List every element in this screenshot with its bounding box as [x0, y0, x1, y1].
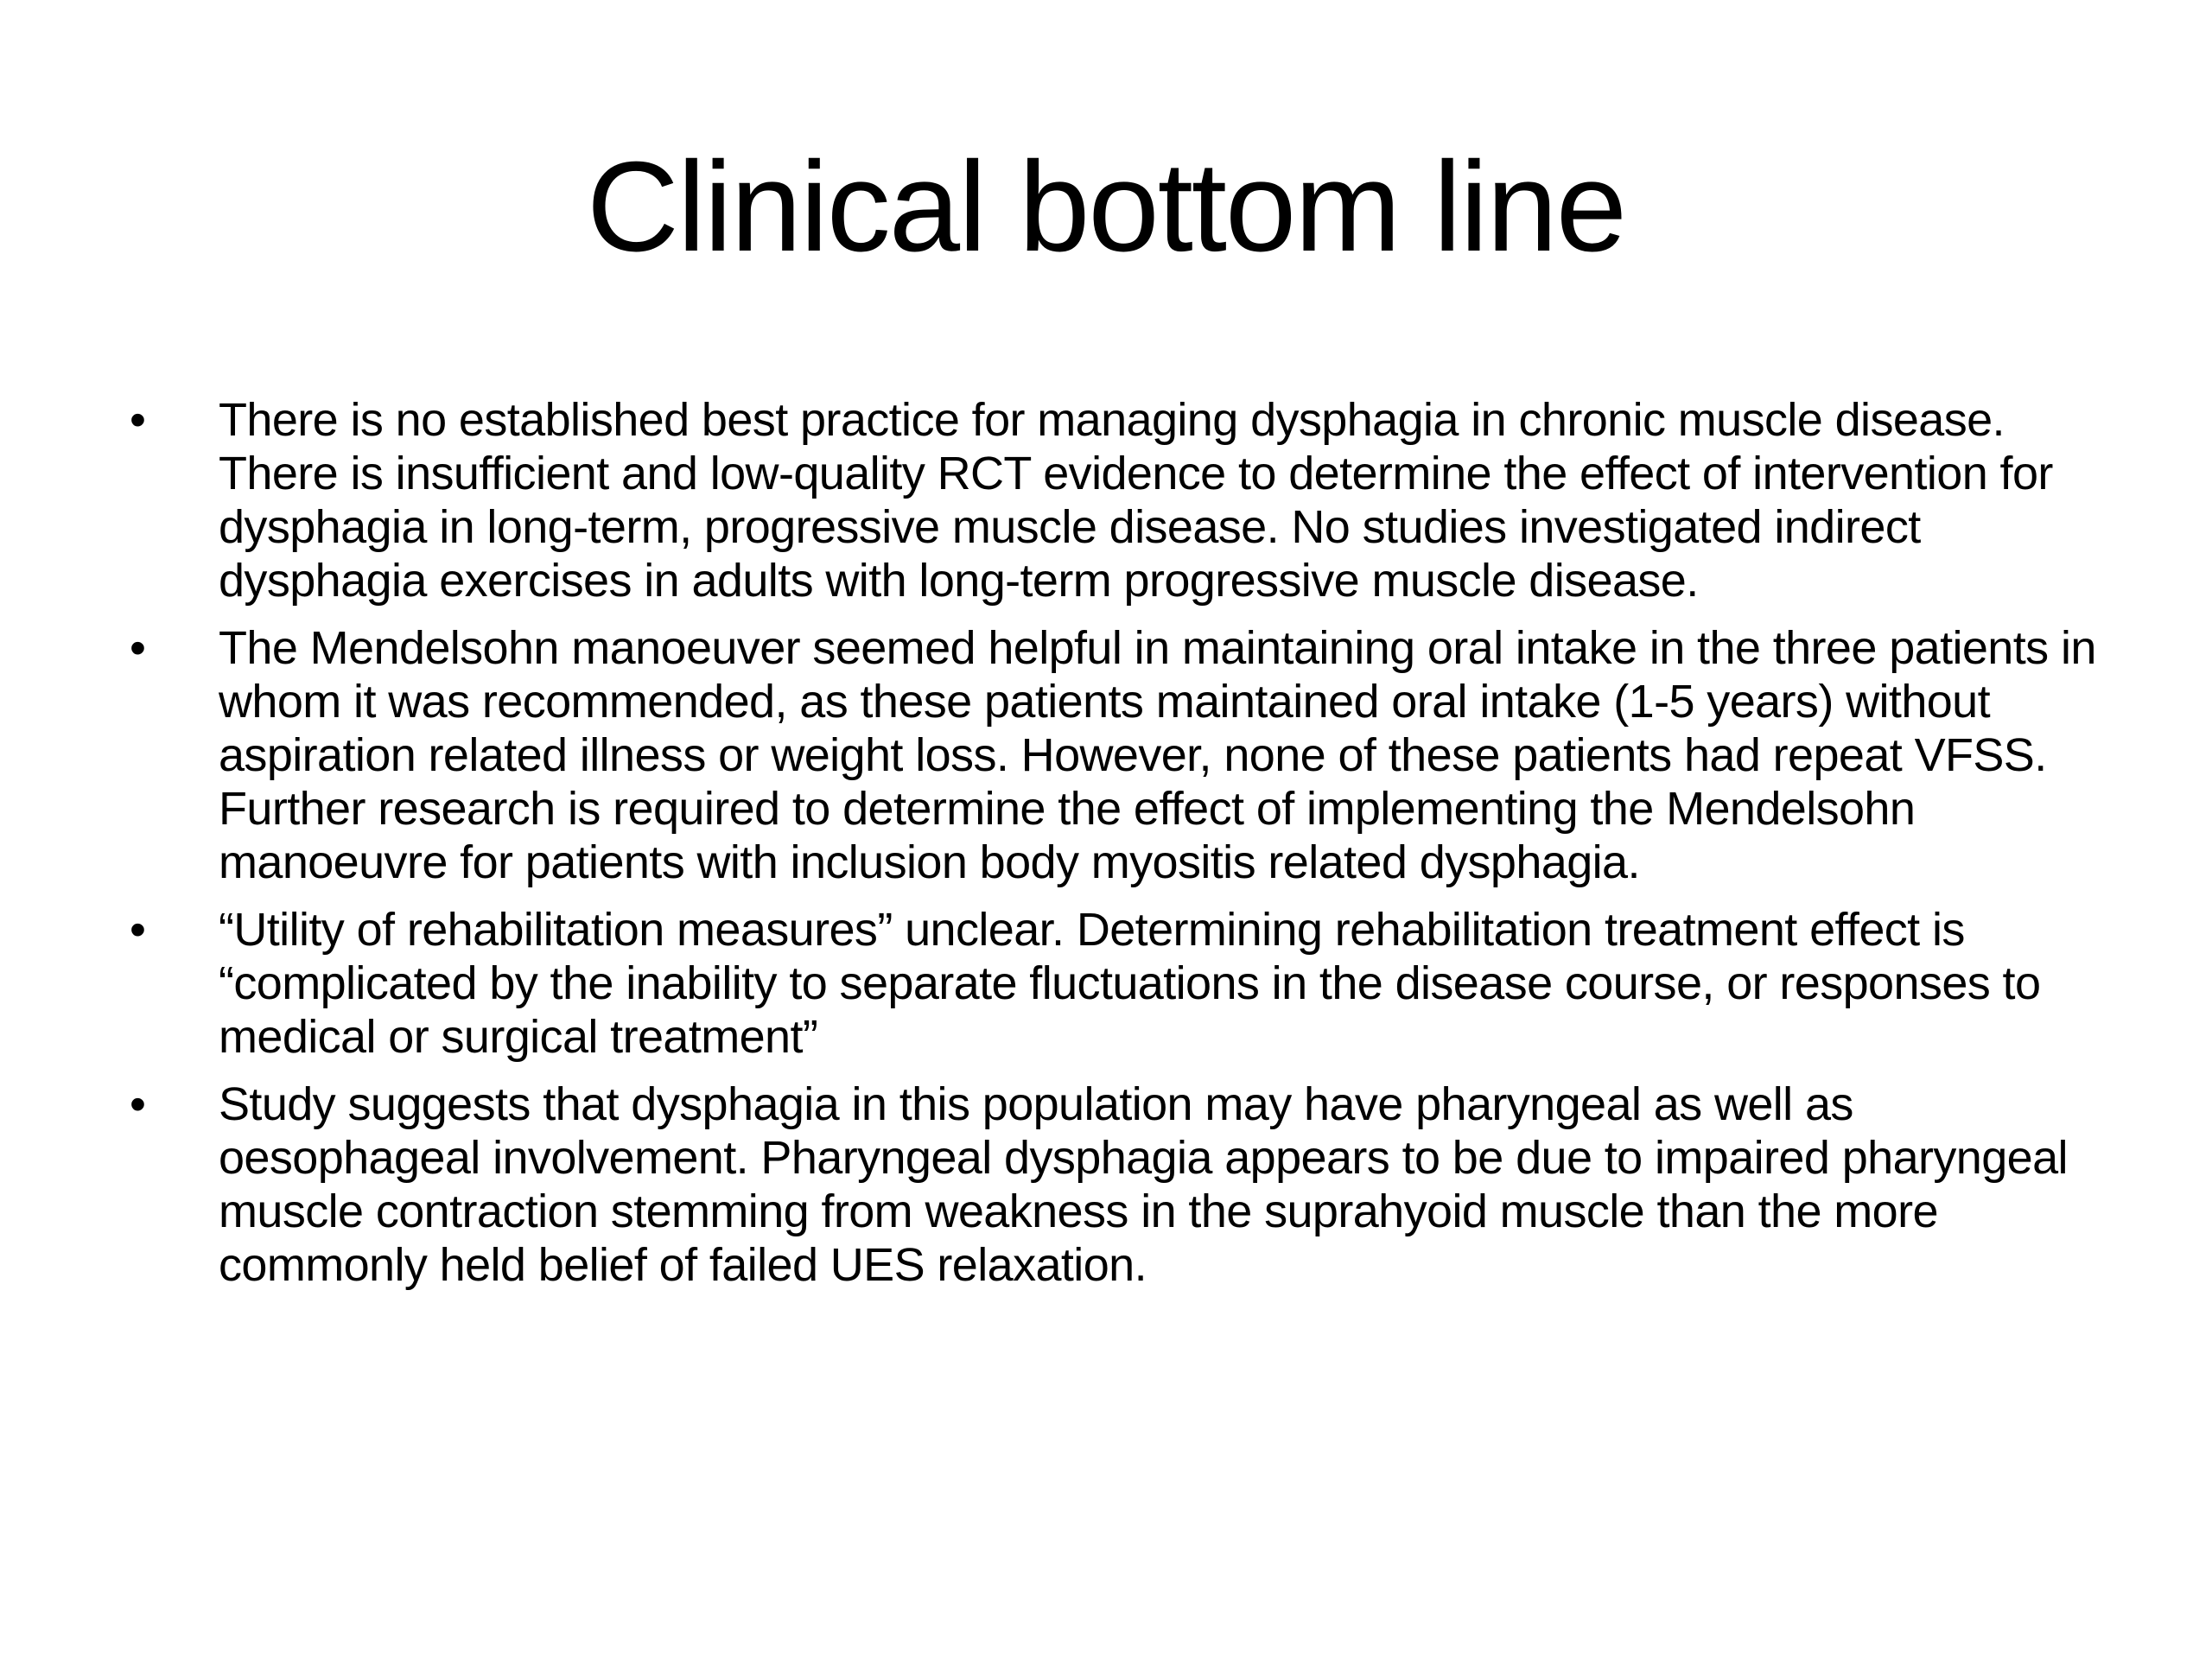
bullet-marker: •: [130, 394, 146, 446]
bullet-item: [130, 393, 2108, 607]
bullet-marker: •: [130, 1078, 146, 1130]
slide-title: Clinical bottom line: [586, 136, 1626, 278]
bullet-item: [130, 621, 2108, 889]
bullet-marker: •: [130, 622, 146, 674]
bullet-list: [130, 393, 2108, 1306]
bullet-text: “Utility of rehabilitation measures” unclear. Determining rehabilitation treatment effect is “complicated by the inability to separate fluctuations in the disease course, or responses to medical or surgical treatment”: [219, 904, 2041, 1063]
bullet-item: [130, 903, 2108, 1064]
bullet-item: [130, 1077, 2108, 1292]
bullet-marker: •: [130, 904, 146, 956]
bullet-text: There is no established best practice for managing dysphagia in chronic muscle disease. There is insufficient and low-quality RCT evidence to determine the effect of intervention for dysphagia in long-term, progressive muscle disease. No studies investigated indirect dysphagia exercises in adults with long-term progressive muscle disease.: [219, 394, 2053, 607]
bullet-text: Study suggests that dysphagia in this population may have pharyngeal as well as oesophageal involvement. Pharyngeal dysphagia appears to be due to impaired pharyngeal muscle contraction stemming from weakness in the suprahyoid muscle than the more commonly held belief of failed UES relaxation.: [219, 1078, 2068, 1291]
bullet-text: The Mendelsohn manoeuver seemed helpful in maintaining oral intake in the three patients in whom it was recommended, as these patients maintained oral intake (1-5 years) without aspiration related illness or weight loss. However, none of these patients had repeat VFSS. Further research is required to determine the effect of implementing the Mendelsohn manoeuvre for patients with inclusion body myositis related dysphagia.: [219, 622, 2096, 888]
